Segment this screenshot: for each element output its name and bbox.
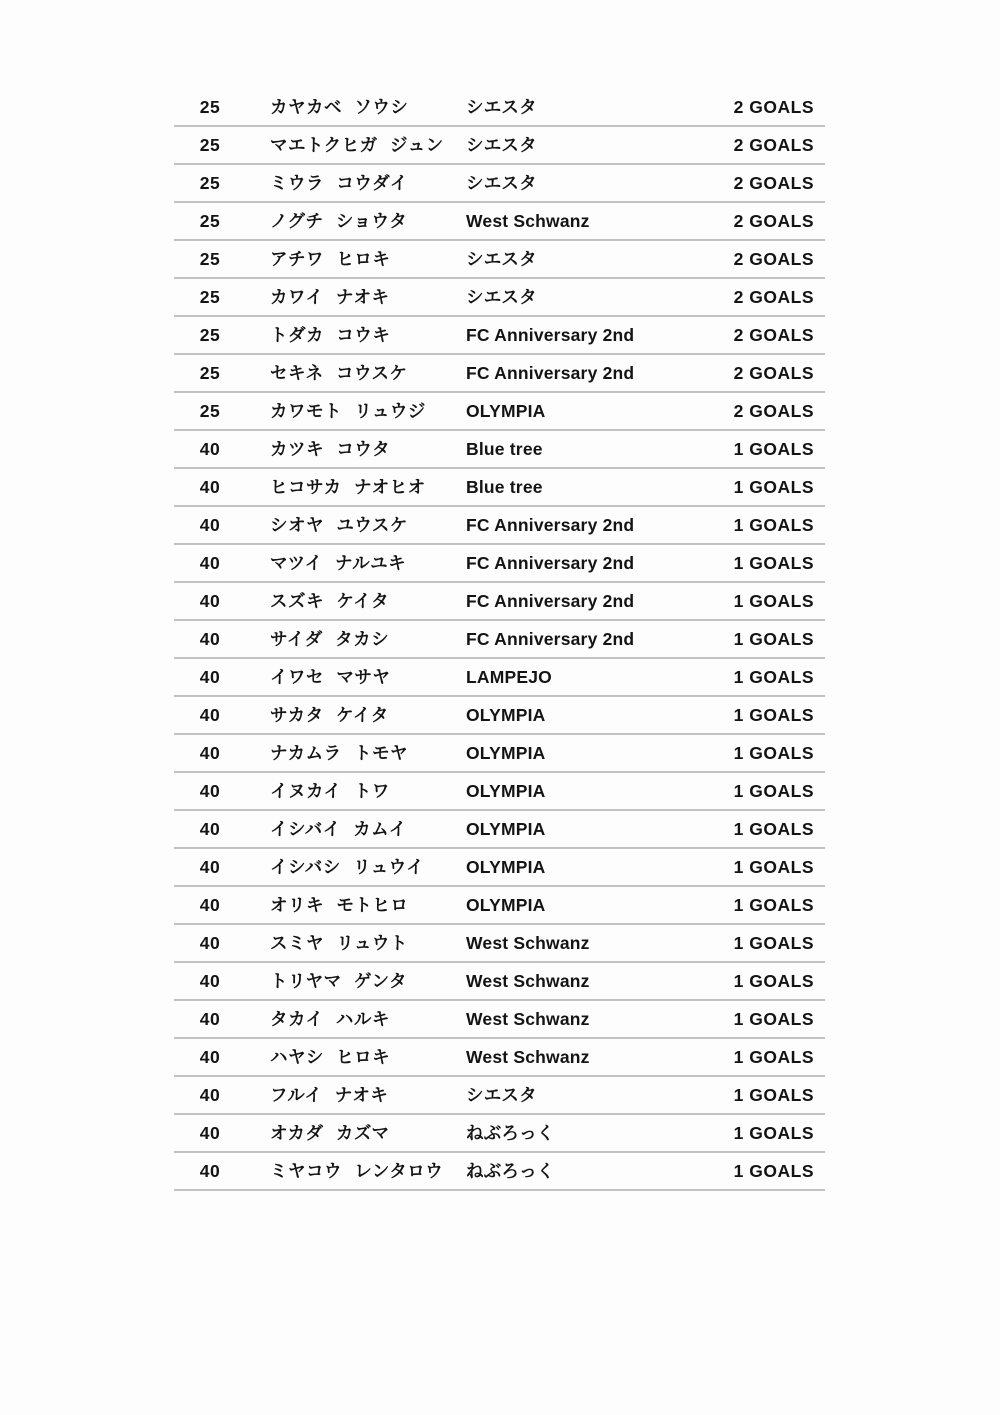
rank-cell: 25 <box>199 363 221 383</box>
team-cell: OLYMPIA <box>466 743 546 763</box>
goals-cell: 1 GOALS <box>733 971 814 991</box>
goals-cell: 1 GOALS <box>733 439 814 459</box>
table-row <box>174 1077 825 1115</box>
goals-cell: 1 GOALS <box>733 781 814 801</box>
player-name-cell: イワセ マサヤ <box>270 667 391 687</box>
table-row <box>174 507 825 545</box>
table-row <box>174 1153 825 1191</box>
table-row <box>174 469 825 507</box>
team-cell: West Schwanz <box>466 1047 590 1067</box>
goals-cell: 2 GOALS <box>733 173 814 193</box>
goals-cell: 1 GOALS <box>733 515 814 535</box>
table-row <box>174 203 825 241</box>
table-row <box>174 659 825 697</box>
rank-cell: 40 <box>199 971 221 991</box>
goals-cell: 2 GOALS <box>733 401 814 421</box>
goals-cell: 2 GOALS <box>733 211 814 231</box>
table-row <box>174 621 825 659</box>
table-row <box>174 279 825 317</box>
rank-cell: 40 <box>199 819 221 839</box>
rank-cell: 40 <box>199 591 221 611</box>
team-cell: OLYMPIA <box>466 819 546 839</box>
rank-cell: 40 <box>199 515 221 535</box>
table-row <box>174 241 825 279</box>
team-cell: Blue tree <box>466 439 543 459</box>
goals-cell: 1 GOALS <box>733 1161 814 1181</box>
rank-cell: 40 <box>199 553 221 573</box>
team-cell: OLYMPIA <box>466 857 546 877</box>
team-cell: FC Anniversary 2nd <box>466 591 635 611</box>
table-row <box>174 773 825 811</box>
player-name-cell: サカタ ケイタ <box>270 705 389 725</box>
goals-cell: 1 GOALS <box>733 553 814 573</box>
goals-cell: 1 GOALS <box>733 1123 814 1143</box>
rank-cell: 25 <box>199 249 221 269</box>
goals-cell: 2 GOALS <box>733 97 814 117</box>
rank-cell: 40 <box>199 1047 221 1067</box>
player-name-cell: トリヤマ ゲンタ <box>270 971 407 991</box>
player-name-cell: タカイ ハルキ <box>270 1009 390 1029</box>
player-name-cell: カヤカベ ソウシ <box>270 97 409 117</box>
rank-cell: 40 <box>199 1161 221 1181</box>
team-cell: Blue tree <box>466 477 543 497</box>
player-name-cell: シオヤ ユウスケ <box>270 515 408 535</box>
player-name-cell: ヒコサカ ナオヒオ <box>270 477 426 497</box>
team-cell: FC Anniversary 2nd <box>466 515 635 535</box>
team-cell: West Schwanz <box>466 1009 590 1029</box>
table-row <box>174 393 825 431</box>
team-cell: シエスタ <box>466 173 537 193</box>
team-cell: West Schwanz <box>466 933 590 953</box>
rank-cell: 40 <box>199 477 221 497</box>
rank-cell: 25 <box>199 211 221 231</box>
rank-cell: 40 <box>199 933 221 953</box>
team-cell: OLYMPIA <box>466 401 546 421</box>
player-name-cell: イヌカイ トワ <box>270 781 390 801</box>
goals-cell: 1 GOALS <box>733 819 814 839</box>
team-cell: West Schwanz <box>466 211 590 231</box>
table-row <box>174 1001 825 1039</box>
team-cell: LAMPEJO <box>466 667 552 687</box>
goals-cell: 1 GOALS <box>733 1047 814 1067</box>
table-row <box>174 317 825 355</box>
top-scorers-table <box>174 89 825 1191</box>
rank-cell: 25 <box>199 287 221 307</box>
rank-cell: 25 <box>199 135 221 155</box>
table-row <box>174 127 825 165</box>
team-cell: シエスタ <box>466 287 537 307</box>
player-name-cell: サイダ タカシ <box>270 629 390 649</box>
goals-cell: 2 GOALS <box>733 249 814 269</box>
goals-cell: 1 GOALS <box>733 629 814 649</box>
goals-cell: 1 GOALS <box>733 743 814 763</box>
player-name-cell: トダカ コウキ <box>270 325 391 345</box>
team-cell: シエスタ <box>466 249 537 269</box>
table-row <box>174 583 825 621</box>
table-row <box>174 735 825 773</box>
player-name-cell: スズキ ケイタ <box>270 591 390 611</box>
goals-cell: 2 GOALS <box>733 287 814 307</box>
team-cell: FC Anniversary 2nd <box>466 553 635 573</box>
table-row <box>174 925 825 963</box>
rank-cell: 40 <box>199 1009 221 1029</box>
player-name-cell: マエトクヒガ ジュン <box>270 135 444 155</box>
team-cell: シエスタ <box>466 1085 537 1105</box>
table-row <box>174 849 825 887</box>
player-name-cell: ハヤシ ヒロキ <box>270 1047 391 1067</box>
team-cell: OLYMPIA <box>466 895 546 915</box>
rank-cell: 25 <box>199 173 221 193</box>
player-name-cell: スミヤ リュウト <box>270 933 408 953</box>
goals-cell: 1 GOALS <box>733 477 814 497</box>
goals-cell: 1 GOALS <box>733 933 814 953</box>
player-name-cell: アチワ ヒロキ <box>270 249 391 269</box>
rank-cell: 25 <box>199 97 221 117</box>
player-name-cell: ミヤコウ レンタロウ <box>270 1161 444 1181</box>
rank-cell: 40 <box>199 895 221 915</box>
rank-cell: 40 <box>199 439 221 459</box>
table-row <box>174 887 825 925</box>
team-cell: シエスタ <box>466 135 537 155</box>
goals-cell: 1 GOALS <box>733 705 814 725</box>
rank-cell: 40 <box>199 705 221 725</box>
rank-cell: 40 <box>199 629 221 649</box>
player-name-cell: カワイ ナオキ <box>270 287 390 307</box>
goals-cell: 1 GOALS <box>733 667 814 687</box>
team-cell: FC Anniversary 2nd <box>466 325 635 345</box>
rank-cell: 40 <box>199 743 221 763</box>
player-name-cell: カツキ コウタ <box>270 439 391 459</box>
team-cell: West Schwanz <box>466 971 590 991</box>
rank-cell: 25 <box>199 401 221 421</box>
table-row <box>174 355 825 393</box>
table-row <box>174 697 825 735</box>
player-name-cell: ノグチ ショウタ <box>270 211 408 231</box>
table-row <box>174 165 825 203</box>
rank-cell: 40 <box>199 857 221 877</box>
player-name-cell: カワモト リュウジ <box>270 401 426 421</box>
goals-cell: 1 GOALS <box>733 1085 814 1105</box>
rank-cell: 40 <box>199 1123 221 1143</box>
table-row <box>174 811 825 849</box>
goals-cell: 1 GOALS <box>733 1009 814 1029</box>
team-cell: OLYMPIA <box>466 705 546 725</box>
table-row <box>174 545 825 583</box>
goals-cell: 1 GOALS <box>733 895 814 915</box>
goals-cell: 2 GOALS <box>733 363 814 383</box>
table-row <box>174 89 825 127</box>
goals-cell: 1 GOALS <box>733 857 814 877</box>
team-cell: FC Anniversary 2nd <box>466 629 635 649</box>
table-row <box>174 1115 825 1153</box>
player-name-cell: ミウラ コウダイ <box>270 173 408 193</box>
player-name-cell: オカダ カズマ <box>270 1123 390 1143</box>
rank-cell: 25 <box>199 325 221 345</box>
team-cell: ねぶろっく <box>466 1123 555 1143</box>
team-cell: シエスタ <box>466 97 537 117</box>
rank-cell: 40 <box>199 781 221 801</box>
table-row <box>174 1039 825 1077</box>
table-row <box>174 963 825 1001</box>
team-cell: OLYMPIA <box>466 781 546 801</box>
player-name-cell: イシバシ リュウイ <box>270 857 425 877</box>
player-name-cell: マツイ ナルユキ <box>270 553 407 573</box>
table-row <box>174 431 825 469</box>
player-name-cell: イシバイ カムイ <box>270 819 407 839</box>
player-name-cell: セキネ コウスケ <box>270 363 408 383</box>
player-name-cell: オリキ モトヒロ <box>270 895 409 915</box>
team-cell: ねぶろっく <box>466 1161 555 1181</box>
player-name-cell: ナカムラ トモヤ <box>270 743 409 763</box>
player-name-cell: フルイ ナオキ <box>270 1085 389 1105</box>
rank-cell: 40 <box>199 1085 221 1105</box>
team-cell: FC Anniversary 2nd <box>466 363 635 383</box>
rank-cell: 40 <box>199 667 221 687</box>
goals-cell: 2 GOALS <box>733 135 814 155</box>
goals-cell: 1 GOALS <box>733 591 814 611</box>
goals-cell: 2 GOALS <box>733 325 814 345</box>
